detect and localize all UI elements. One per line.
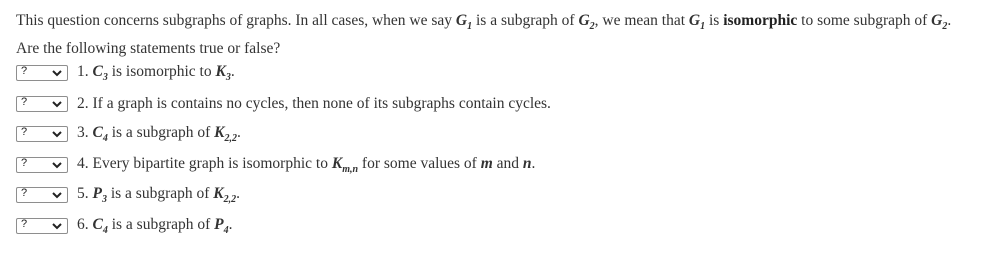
intro-text: , we mean that [594, 12, 689, 29]
math-subscript: 4 [102, 133, 108, 145]
math-subscript: m,n [342, 164, 359, 176]
question-text [77, 155, 535, 175]
question-text-segment: is a subgraph of [107, 215, 215, 233]
chevron-down-icon [51, 220, 63, 232]
math-symbol: K [214, 123, 225, 141]
dropdown-value: ? [21, 65, 28, 77]
answer-dropdown[interactable] [16, 187, 68, 203]
question-row [16, 215, 233, 237]
math-subscript: 2,2 [224, 133, 238, 145]
math-subscript: 3 [102, 72, 108, 84]
question-text-segment: . [230, 62, 235, 80]
answer-dropdown[interactable] [16, 126, 68, 142]
math-symbol: C [92, 62, 103, 80]
question-row [16, 93, 551, 115]
question-text-segment: . [236, 184, 241, 202]
math-g2: $G_2$ [578, 12, 595, 33]
question-number: 1. [77, 62, 89, 80]
question-text-segment: is isomorphic to [107, 62, 216, 80]
chevron-down-icon [51, 98, 63, 110]
question-text [77, 124, 241, 144]
question-text-segment: . [531, 154, 536, 172]
question-number: 6. [77, 215, 89, 233]
answer-dropdown[interactable] [16, 157, 68, 173]
question-row [16, 62, 235, 84]
math-symbol: K [215, 62, 226, 80]
math-subscript: 3 [101, 194, 107, 206]
math-g1: $G_1$ [455, 12, 473, 33]
math-symbol: P [214, 215, 224, 233]
intro-line-2: Are the following statements true or false? [16, 40, 281, 58]
answer-dropdown[interactable] [16, 65, 68, 81]
intro-line-1 [16, 10, 986, 38]
math-symbol: n [522, 154, 532, 172]
question-number: 4. [77, 154, 89, 172]
math-symbol: K [331, 154, 343, 172]
question-number: 5. [77, 184, 89, 202]
question-text [77, 63, 235, 83]
math-symbol: m [480, 154, 493, 172]
question-number: 2. [77, 95, 89, 112]
question-row [16, 123, 241, 145]
math-subscript: 4 [223, 225, 229, 237]
question-text-segment: and [492, 154, 523, 172]
chevron-down-icon [51, 128, 63, 140]
question-text-segment: is a subgraph of [106, 184, 214, 202]
chevron-down-icon [51, 159, 63, 171]
question-text-segment: . [237, 123, 241, 141]
question-text-segment: . [228, 215, 233, 233]
intro-text: is [705, 12, 724, 29]
question-text-segment: If a graph is contains no cycles, then none of its subgraphs contain cycles. [92, 95, 551, 112]
intro-text: This question concerns subgraphs of graphs. In all cases, when we say [16, 12, 456, 29]
question-text-segment: Every bipartite graph is isomorphic to [92, 154, 332, 172]
math-subscript: 3 [225, 72, 231, 84]
dropdown-value: ? [21, 126, 28, 138]
math-symbol: K [213, 184, 224, 202]
question-intro [16, 10, 986, 60]
math-symbol: C [92, 215, 103, 233]
question-text [77, 216, 233, 236]
question-row [16, 154, 535, 176]
math-subscript: 4 [102, 225, 108, 237]
question-text [77, 185, 240, 205]
dropdown-value: ? [21, 96, 28, 108]
intro-text: to some subgraph of [797, 12, 932, 29]
question-number: 3. [77, 123, 89, 141]
answer-dropdown[interactable] [16, 96, 68, 112]
intro-text: . [947, 12, 952, 29]
dropdown-value: ? [21, 157, 28, 169]
math-g1: $G_1$ [688, 12, 706, 33]
intro-text: is a subgraph of [472, 12, 579, 29]
question-text-segment: is a subgraph of [107, 123, 215, 141]
math-symbol: P [92, 184, 102, 202]
question-row [16, 184, 240, 206]
dropdown-value: ? [21, 218, 28, 230]
question-text-segment: for some values of [358, 154, 481, 172]
math-g2: $G_2$ [931, 12, 948, 33]
answer-dropdown[interactable] [16, 218, 68, 234]
math-subscript: 2,2 [223, 194, 237, 206]
dropdown-value: ? [21, 187, 28, 199]
bold-isomorphic: isomorphic [723, 12, 798, 29]
math-symbol: C [92, 123, 103, 141]
chevron-down-icon [51, 189, 63, 201]
chevron-down-icon [51, 67, 63, 79]
question-text [77, 95, 551, 113]
